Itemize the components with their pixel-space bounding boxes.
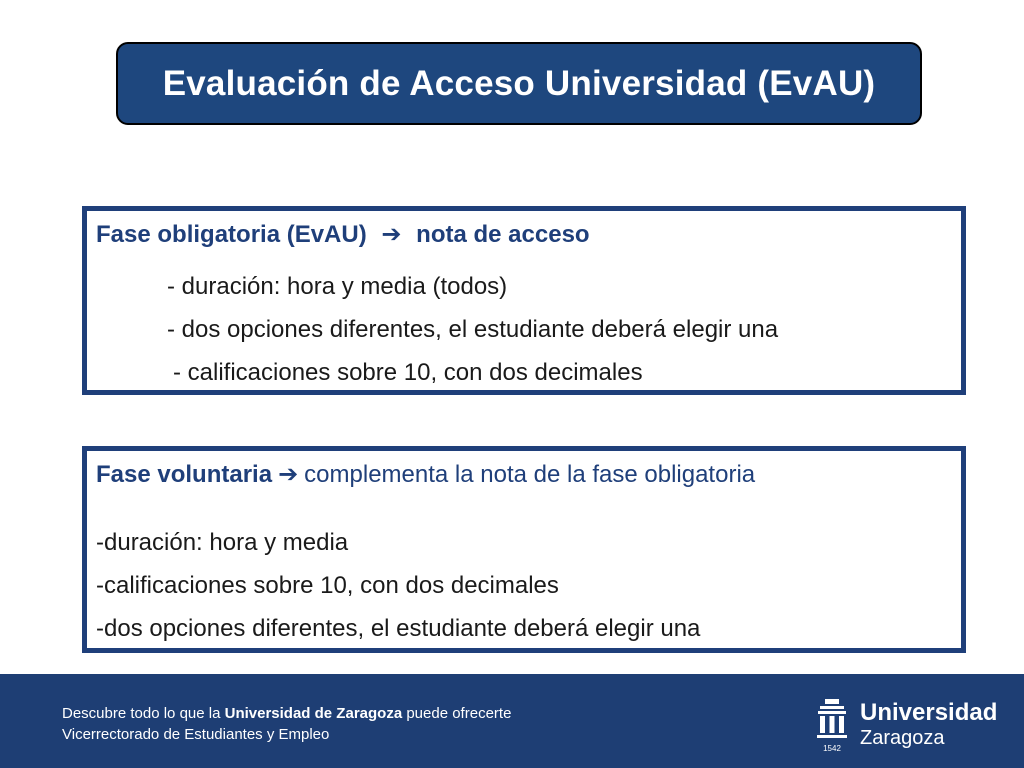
logo-year: 1542	[823, 744, 841, 753]
footer-tagline	[62, 705, 511, 722]
university-crest-icon	[812, 697, 852, 757]
voluntary-phase-heading	[96, 460, 755, 489]
list-item: -duración: hora y media	[96, 529, 349, 556]
footer-department: Vicerrectorado de Estudiantes y Empleo	[62, 726, 330, 743]
logo-name-line1: Universidad	[860, 699, 998, 726]
logo-name-line2: Zaragoza	[860, 727, 945, 749]
list-item: - calificaciones sobre 10, con dos decimales	[173, 359, 643, 386]
mandatory-phase-label: Fase obligatoria (EvAU)	[96, 221, 367, 248]
list-item: -calificaciones sobre 10, con dos decimales	[96, 572, 559, 599]
footer-tagline-start: Descubre todo lo que la	[62, 705, 225, 722]
footer-bar	[0, 674, 1024, 768]
list-item: - duración: hora y media (todos)	[167, 273, 508, 300]
mandatory-phase-heading	[96, 220, 590, 249]
footer-university-name: Universidad de Zaragoza	[224, 705, 403, 722]
slide-title-text: Evaluación de Acceso Universidad (EvAU)	[162, 63, 876, 103]
mandatory-phase-panel	[82, 206, 966, 395]
university-logo[interactable]	[812, 697, 998, 757]
list-item: -dos opciones diferentes, el estudiante deberá elegir una	[96, 615, 701, 642]
footer-tagline-end: puede ofrecerte	[402, 705, 512, 722]
list-item: - dos opciones diferentes, el estudiante deberá elegir una	[167, 316, 779, 343]
right-arrow-icon: ➔	[278, 461, 299, 488]
voluntary-phase-label: Fase voluntaria	[96, 461, 273, 488]
right-arrow-icon: ➔	[381, 221, 402, 248]
voluntary-phase-result: complementa la nota de la fase obligatoria	[304, 461, 756, 488]
mandatory-phase-result: nota de acceso	[416, 221, 590, 248]
slide-title	[116, 42, 922, 125]
voluntary-phase-panel	[82, 446, 966, 653]
